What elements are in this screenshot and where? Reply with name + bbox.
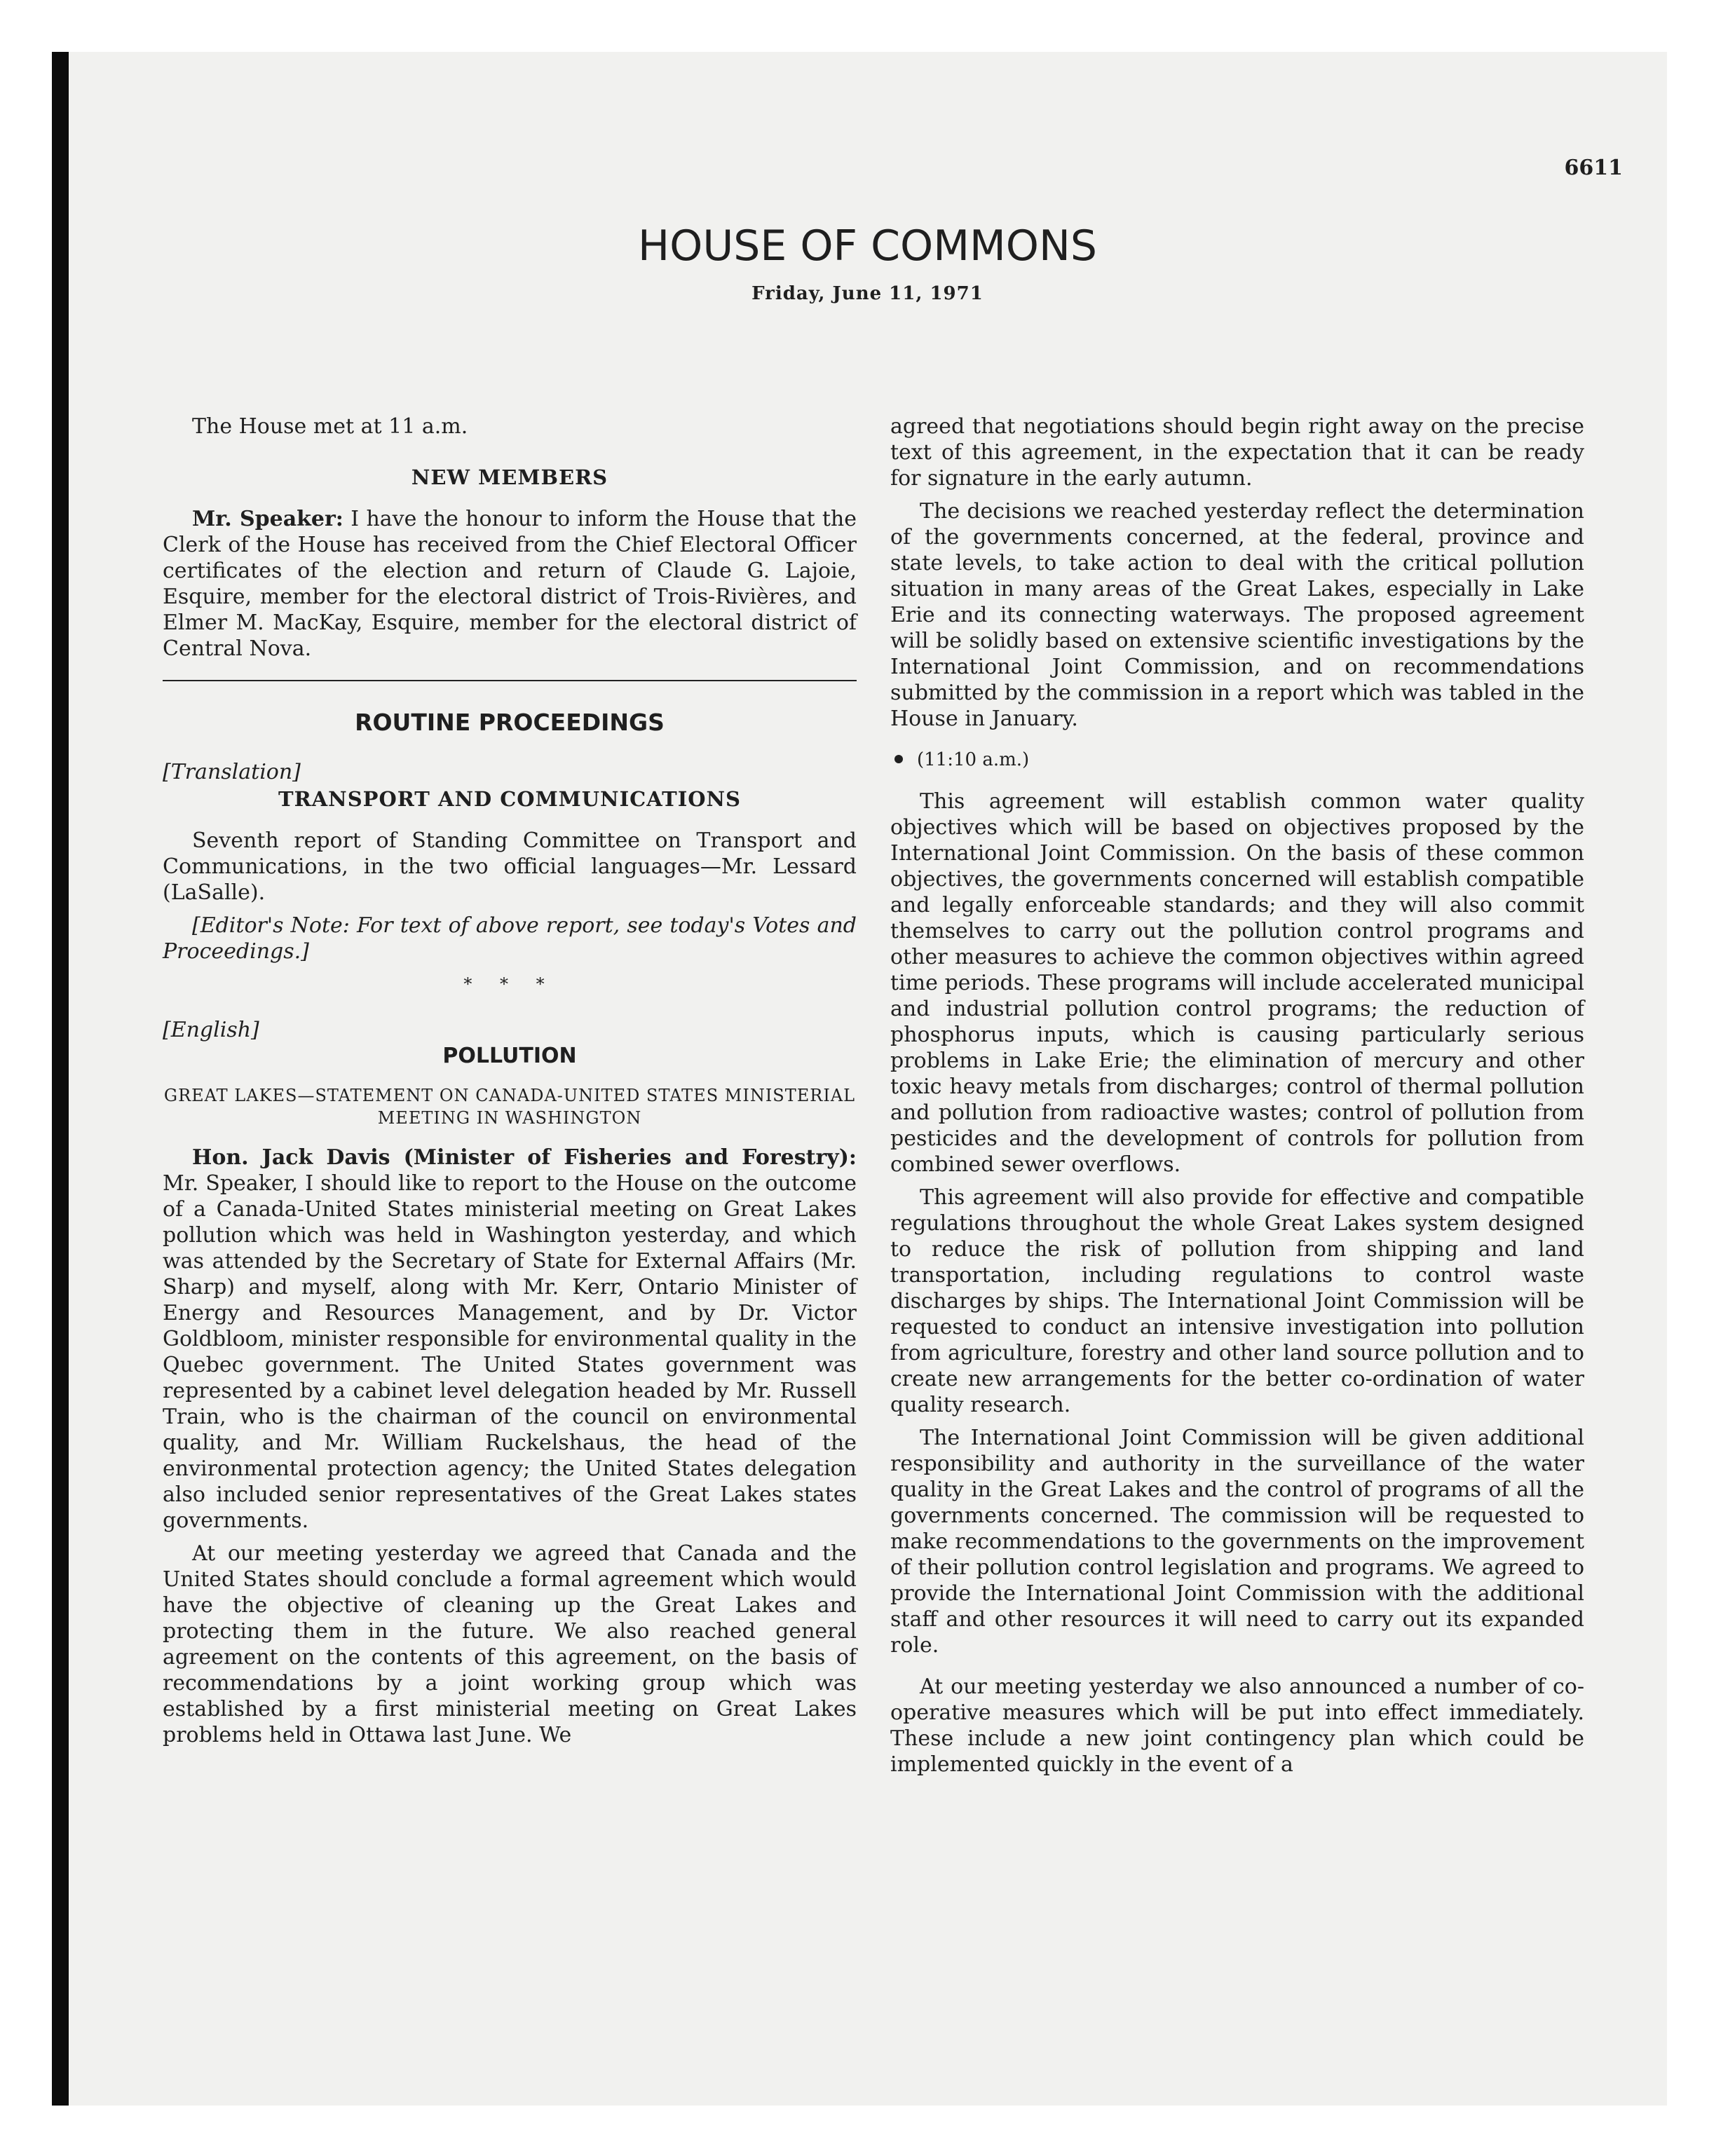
- davis-statement: [163, 1145, 857, 1534]
- editors-note: [Editor's Note: For text of above report, see today's Votes and Proceedings.]: [163, 913, 857, 964]
- timestamp: (11:10 a.m.): [917, 749, 1030, 770]
- continuation-paragraph: agreed that negotiations should begin right away on the precise text of this agreement, in the expectation that it can be ready for signature in the early autumn.: [890, 414, 1584, 491]
- transport-report: Seventh report of Standing Committee on Transport and Communications, in the two official languages—Mr. Lessard (LaSalle).: [163, 828, 857, 905]
- routine-proceedings-heading: ROUTINE PROCEEDINGS: [355, 709, 665, 736]
- davis-text: Mr. Speaker, I should like to report to the House on the outcome of a Canada-United States ministerial meeting on Great Lakes pollution which was held in Washington yesterday, and which was attended by the Secretary of State for External Affairs (Mr. Sharp) and myself, along with Mr. Kerr, Ontario Minister of Energy and Resources Management, and by Dr. Victor Goldbloom, minister responsible for environmental quality in the Quebec government. The United States government was represented by a cabinet level delegation headed by Mr. Russell Train, who is the chairman of the council on environmental quality, and Mr. William Ruckelshaus, the head of the environmental protection agency; the United States delegation also included senior representatives of the Great Lakes states governments.: [163, 1171, 857, 1533]
- section-divider: [163, 680, 857, 681]
- masthead: [0, 221, 1735, 304]
- speaker-statement: [163, 506, 857, 662]
- english-note: [English]: [163, 1018, 259, 1042]
- davis-name: Hon. Jack Davis (Minister of Fisheries and Forestry):: [192, 1145, 857, 1170]
- sitting-opening: The House met at 11 a.m.: [192, 414, 468, 439]
- section-stars: * * *: [463, 974, 556, 994]
- sitting-date: Friday, June 11, 1971: [751, 283, 984, 304]
- meeting-paragraph: At our meeting yesterday we agreed that Canada and the United States should conclude a formal agreement which would have the objective of cleaning up the Great Lakes and protecting them in the future. We also reached general agreement on the contents of this agreement, on the basis of recommendations by a joint working group which was established by a first ministerial meeting on Great Lakes problems held in Ottawa last June. We: [163, 1541, 857, 1747]
- new-members-heading: NEW MEMBERS: [411, 465, 608, 489]
- pollution-subheading: GREAT LAKES—STATEMENT ON CANADA-UNITED STATES MINISTERIAL MEETING IN WASHINGTON: [163, 1086, 856, 1128]
- timestamp-line: [890, 747, 1584, 773]
- decisions-paragraph: The decisions we reached yesterday reflect the determination of the governments concerned, at the federal, province and state levels, to take action to deal with the critical pollution situation in many areas of the Great Lakes, especially in Lake Erie and its connecting waterways. The proposed agreement will be solidly based on extensive scientific investigations by the International Joint Commission, and on recommendations submitted by the commission in a report which was tabled in the House in January.: [890, 499, 1584, 731]
- left-column: [163, 414, 857, 1748]
- pollution-heading: POLLUTION: [442, 1044, 577, 1068]
- page-number: 6611: [1564, 156, 1623, 180]
- cooperative-paragraph: At our meeting yesterday we also announced a number of co-operative measures which will be put into effect immediately. These include a new joint contingency plan which could be implemented quickly in the event of a: [890, 1674, 1584, 1777]
- transport-heading: TRANSPORT AND COMMUNICATIONS: [278, 787, 741, 811]
- provide-paragraph: This agreement will also provide for effective and compatible regulations throughout the whole Great Lakes system designed to reduce the risk of pollution from shipping and land transportation, including regulations to control waste discharges by ships. The International Joint Commission will be requested to conduct an intensive investigation into pollution from agriculture, forestry and other land source pollution and to create new arrangements for the better co-ordination of water quality research.: [890, 1185, 1584, 1417]
- page-title: HOUSE OF COMMONS: [638, 221, 1097, 271]
- ijc-paragraph: The International Joint Commission will be given additional responsibility and authority in the surveillance of the water quality in the Great Lakes and the control of programs of all the governments concerned. The commission will be requested to make recommendations to the governments on the improvement of their pollution control legislation and programs. We agreed to provide the International Joint Commission with the additional staff and other resources it will need to carry out its expanded role.: [890, 1426, 1584, 1658]
- speaker-text: I have the honour to inform the House that the Clerk of the House has received from the Chief Electoral Officer certificates of the election and return of Claude G. Lajoie, Esquire, member for the electoral district of Trois-Rivières, and Elmer M. MacKay, Esquire, member for the electoral district of Central Nova.: [163, 507, 857, 661]
- establish-paragraph: This agreement will establish common water quality objectives which will be based on objectives proposed by the International Joint Commission. On the basis of these common objectives, the governments concerned will establish compatible and legally enforceable standards; and they will also commit themselves to carry out the pollution control programs and other measures to achieve the common objectives within agreed time periods. These programs will include accelerated municipal and industrial pollution control programs; the reduction of phosphorus inputs, which is causing particularly serious problems in Lake Erie; the elimination of mercury and other toxic heavy metals from discharges; control of thermal pollution and pollution from radioactive wastes; control of pollution from pesticides and the development of controls for pollution from combined sewer overflows.: [890, 789, 1584, 1177]
- bullet-icon: [894, 755, 903, 763]
- right-column: [890, 414, 1584, 1778]
- page-binding-edge: [52, 52, 69, 2106]
- translation-note: [Translation]: [163, 760, 301, 784]
- speaker-name: Mr. Speaker:: [192, 507, 343, 531]
